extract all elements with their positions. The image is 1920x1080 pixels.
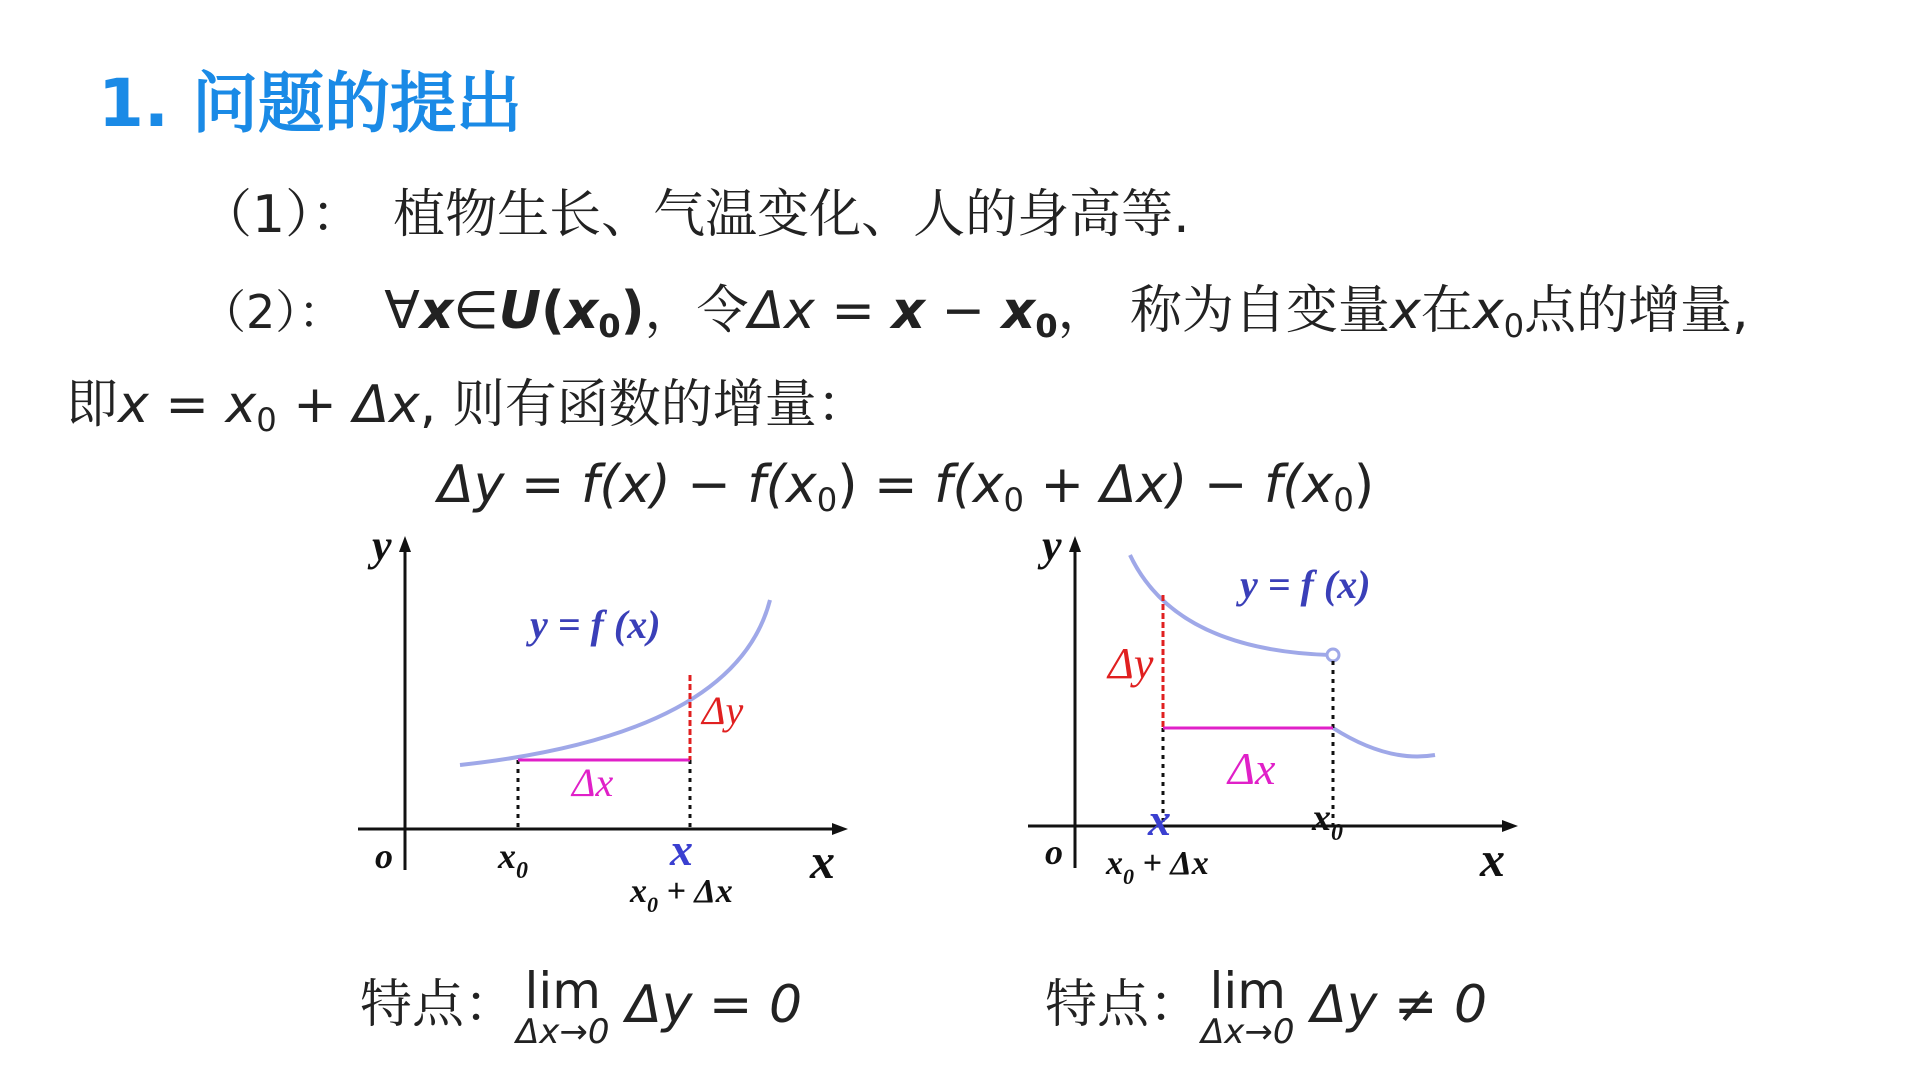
feature-discontinuous (1045, 962, 1487, 1052)
open-point (1327, 649, 1339, 661)
x-axis-label: x (810, 833, 835, 889)
x0-label: $x_0$ (1312, 797, 1343, 846)
delta-x: Δx (748, 281, 815, 341)
item-1-label: （1）： (200, 185, 364, 245)
arg-open: (x (765, 455, 817, 515)
x0-label: $x_0$ (498, 836, 528, 884)
func-f: f (747, 455, 766, 515)
x0-plus-dx-label: $x_0 + \Delta x$ (630, 873, 733, 917)
arg-open: (x (952, 455, 1004, 515)
var-x0: x (1472, 281, 1504, 341)
var-x0: x (1001, 281, 1036, 341)
called-text: 称为自变量 (1130, 281, 1391, 341)
let-word: 令 (696, 281, 749, 341)
item-2-explanation (1130, 268, 1749, 346)
increment-text: 点的增量, (1524, 281, 1749, 341)
origin-label: o (375, 836, 393, 876)
function-increment-text: , 则有函数的增量： (419, 375, 869, 435)
graph-discontinuous (1020, 530, 1540, 930)
var-U: U (498, 281, 541, 341)
delta-y: Δy (438, 455, 505, 515)
item-1-text: 植物生长、气温变化、人的身高等. (393, 185, 1190, 245)
equals: = (504, 455, 581, 515)
var-x: x (419, 281, 454, 341)
arg-close: ) (837, 455, 858, 515)
func-f: f (1263, 455, 1283, 515)
arg-close: + Δx) (1024, 455, 1188, 515)
arg-sub: 0 (1333, 481, 1354, 520)
increment-formula (438, 455, 1375, 520)
var-x0-sub: 0 (256, 401, 277, 440)
feature-continuous (360, 962, 802, 1052)
paren-open: ( (540, 281, 565, 341)
var-x: x (118, 375, 149, 435)
comma: ， (1057, 281, 1110, 341)
func-f: f (934, 455, 953, 515)
var-x: x (1390, 281, 1421, 341)
minus: − (670, 455, 748, 515)
delta-y-label: Δy (702, 688, 744, 733)
delta-x-label: Δx (1228, 743, 1276, 794)
item-2-label: （2）： (200, 285, 345, 339)
curve-right-branch (1333, 728, 1435, 756)
lim-word: lim (1209, 962, 1287, 1020)
plus-delta-x: + Δx (276, 375, 420, 435)
x-point-label: x (670, 824, 693, 875)
delta-y-label: Δy (1108, 639, 1154, 688)
item-1 (200, 172, 1190, 247)
minus: − (925, 281, 1002, 341)
curve-label: y = f (x) (530, 602, 661, 647)
ji-word: 即 (66, 375, 119, 435)
equals: = (857, 455, 935, 515)
lim-subscript: Δx→0 (1201, 1012, 1295, 1052)
curve-label: y = f (x) (1240, 562, 1371, 607)
delta-x-label: Δx (572, 760, 614, 805)
x-axis-label: x (1480, 831, 1505, 887)
var-x0-sub: 0 (1503, 307, 1525, 346)
y-axis-label: y (1042, 530, 1062, 570)
limit-expression: Δy ≠ 0 (1294, 975, 1488, 1035)
section-title: 1. 问题的提出 (98, 65, 522, 142)
arg-close: ) (1353, 455, 1375, 515)
minus: − (1187, 455, 1264, 515)
feature-label: 特点： (1045, 977, 1202, 1034)
x-point-label: x (1148, 794, 1171, 845)
at-text: 在 (1420, 281, 1473, 341)
y-axis-arrow (1069, 536, 1081, 552)
line-3 (66, 362, 869, 440)
limit-operator (516, 962, 610, 1052)
y-axis-label: y (372, 530, 392, 570)
origin-label: o (1045, 832, 1063, 872)
comma: ， (644, 281, 697, 341)
var-x0-sub: 0 (598, 307, 621, 346)
arg-sub: 0 (1003, 481, 1025, 520)
element-of-symbol: ∈ (453, 281, 499, 341)
var-x0-sub: 0 (1035, 307, 1058, 346)
arg-open: (x (1282, 455, 1334, 515)
limit-expression: Δy = 0 (609, 975, 803, 1035)
var-x0: x (225, 375, 257, 435)
item-2 (200, 268, 1110, 346)
graph-increasing (340, 530, 860, 930)
forall-symbol: ∀ (384, 281, 420, 341)
paren-close: ) (620, 281, 645, 341)
y-axis-arrow (399, 536, 411, 552)
limit-operator (1201, 962, 1295, 1052)
lim-word: lim (524, 962, 602, 1020)
lim-subscript: Δx→0 (516, 1012, 610, 1052)
x0-plus-dx-label: $x_0 + \Delta x$ (1106, 845, 1209, 889)
var-x0: x (564, 281, 599, 341)
arg-x: (x) (599, 455, 671, 515)
equals: = (148, 375, 226, 435)
var-x: x (891, 281, 926, 341)
arg-sub: 0 (816, 481, 838, 520)
func-f: f (581, 455, 600, 515)
equals: = (814, 281, 892, 341)
feature-label: 特点： (360, 977, 517, 1034)
